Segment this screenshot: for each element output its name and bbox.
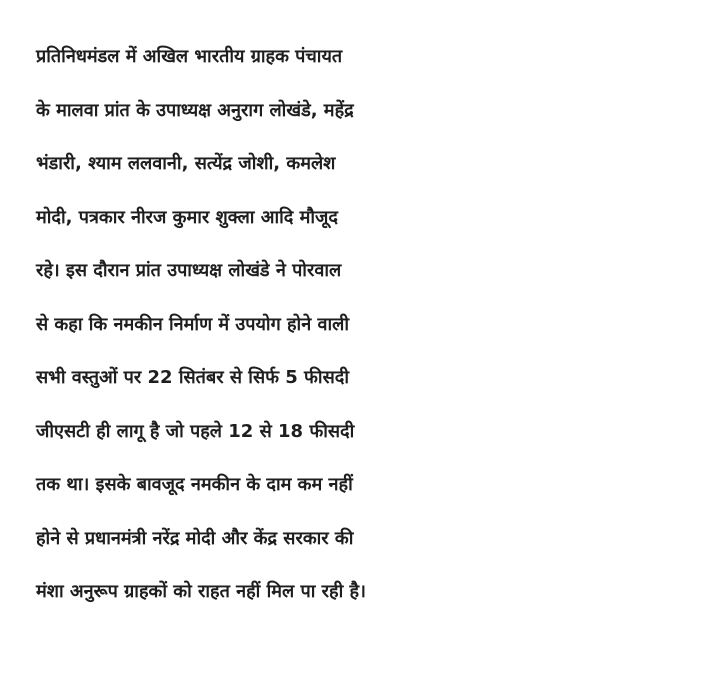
article-line: जीएसटी ही लागू है जो पहले 12 से 18 फीसदी <box>36 420 355 442</box>
article-line: मोदी, पत्रकार नीरज कुमार शुक्ला आदि मौजूद <box>36 206 338 228</box>
article-body <box>36 30 696 619</box>
article-line: के मालवा प्रांत के उपाध्यक्ष अनुराग लोखंडे, महेंद्र <box>36 99 354 121</box>
article-line: भंडारी, श्याम ललवानी, सत्येंद्र जोशी, कमलेश <box>36 153 336 174</box>
article-line: तक था। इसके बावजूद नमकीन के दाम कम नहीं <box>36 474 353 495</box>
article-line: से कहा कि नमकीन निर्माण में उपयोग होने वाली <box>36 313 349 335</box>
article-line: सभी वस्तुओं पर 22 सितंबर से सिर्फ 5 फीसदी <box>36 367 349 388</box>
article-line: मंशा अनुरूप ग्राहकों को राहत नहीं मिल पा रही है। <box>36 581 366 602</box>
article-line: प्रतिनिधमंडल में अखिल भारतीय ग्राहक पंचायत <box>36 46 343 67</box>
article-line: होने से प्रधानमंत्री नरेंद्र मोदी और केंद्र सरकार की <box>36 527 354 549</box>
article-line: रहे। इस दौरान प्रांत उपाध्यक्ष लोखंडे ने पोरवाल <box>36 260 342 281</box>
